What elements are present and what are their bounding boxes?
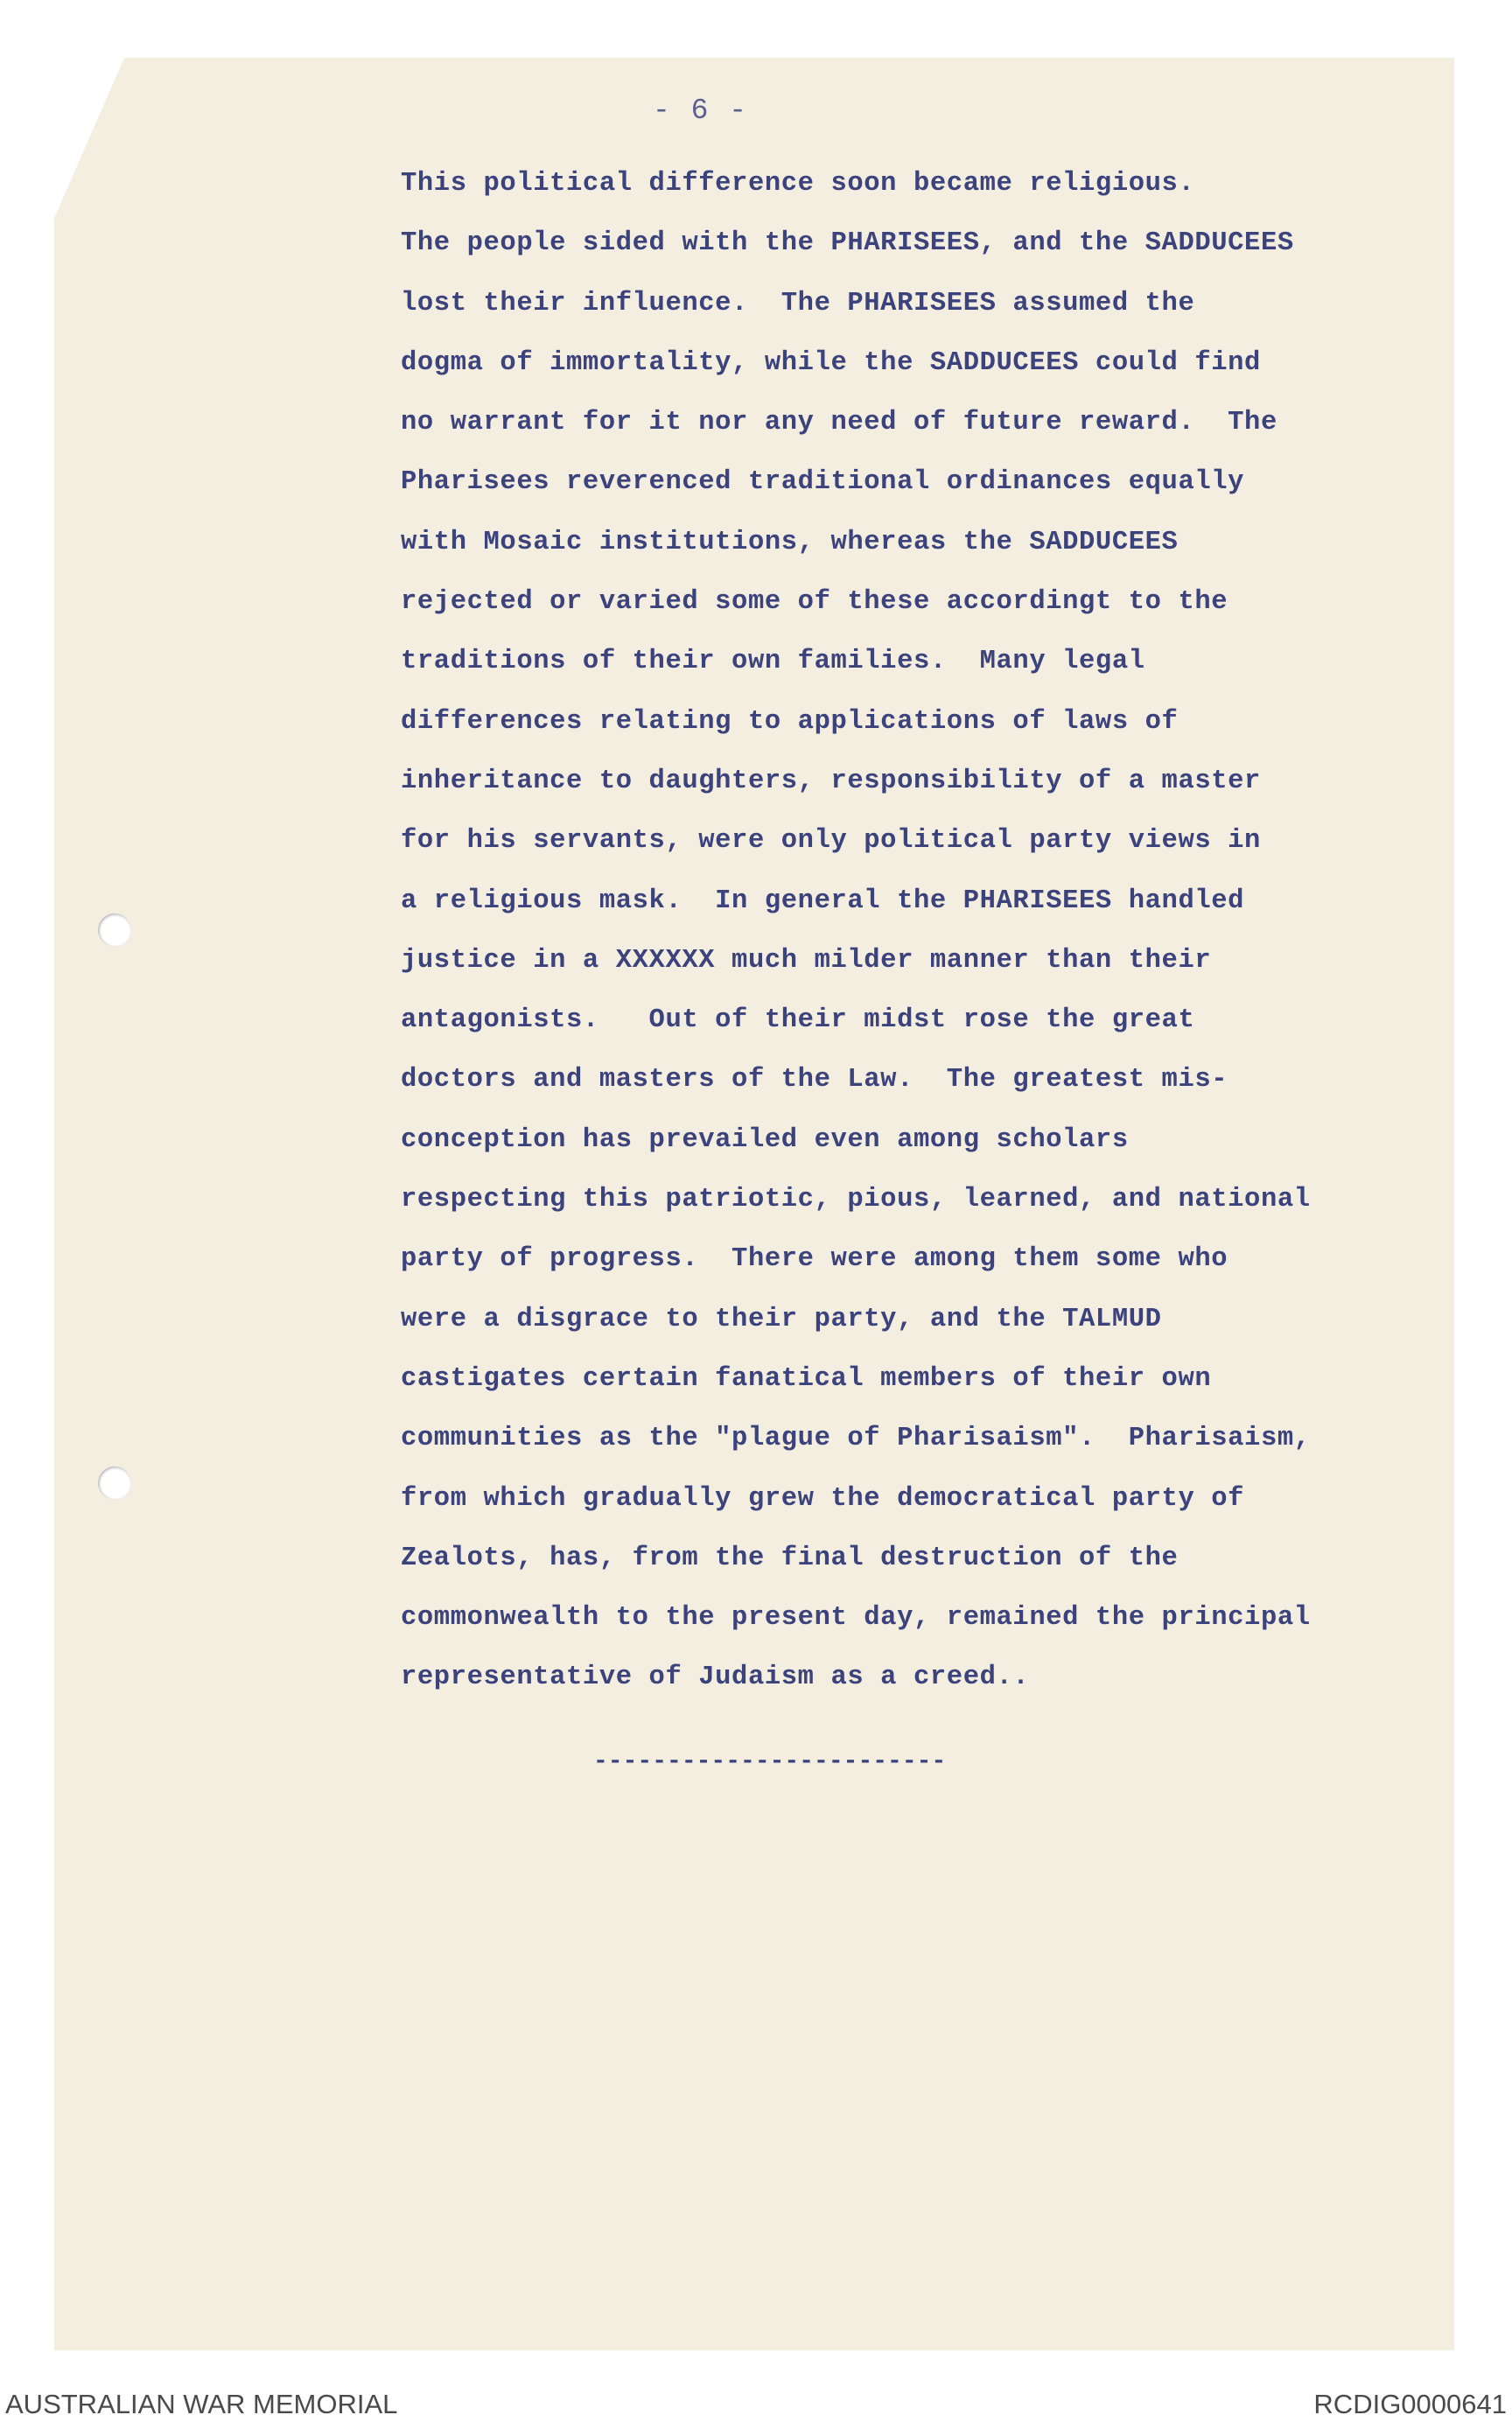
record-id: RCDIG0000641	[1313, 2389, 1507, 2419]
text-line: no warrant for it nor any need of future reward. The	[401, 408, 1278, 438]
text-line: antagonists. Out of their midst rose the great	[401, 1005, 1195, 1036]
text-line: castigates certain fanatical members of their own	[401, 1363, 1212, 1394]
text-line: This political difference soon became religious.	[401, 169, 1195, 199]
text-line: Pharisees reverenced traditional ordinances equally	[401, 467, 1245, 498]
text-line: a religious mask. In general the PHARISEES handled	[401, 886, 1245, 916]
punch-hole-lower	[98, 1466, 131, 1500]
archive-name: AUSTRALIAN WAR MEMORIAL	[5, 2389, 398, 2419]
punch-hole-upper	[98, 914, 131, 947]
text-line: with Mosaic institutions, whereas the SADDUCEES	[401, 527, 1179, 557]
text-line: respecting this patriotic, pious, learned, and national	[401, 1185, 1311, 1215]
text-line: The people sided with the PHARISEES, and the SADDUCEES	[401, 228, 1294, 259]
text-line: for his servants, were only political party views in	[401, 826, 1261, 857]
text-line: Zealots, has, from the final destruction of the	[401, 1543, 1179, 1573]
text-line: from which gradually grew the democratical party of	[401, 1483, 1245, 1514]
text-line: traditions of their own families. Many legal	[401, 647, 1145, 677]
text-line: inheritance to daughters, responsibility of a master	[401, 766, 1261, 796]
text-line: rejected or varied some of these accordingt to the	[401, 587, 1228, 618]
text-line: conception has prevailed even among scholars	[401, 1124, 1129, 1155]
text-line: representative of Judaism as a creed..	[401, 1662, 1030, 1693]
text-line: lost their influence. The PHARISEES assumed the	[401, 288, 1195, 318]
text-line: commonwealth to the present day, remained the principal	[401, 1603, 1311, 1634]
page-number: - 6 -	[653, 94, 749, 127]
text-line: communities as the "plague of Pharisaism". Pharisaism,	[401, 1424, 1311, 1454]
typescript-body	[401, 154, 1407, 1708]
text-line: dogma of immortality, while the SADDUCEES could find	[401, 347, 1261, 378]
text-line: doctors and masters of the Law. The greatest mis-	[401, 1065, 1228, 1096]
text-line: were a disgrace to their party, and the TALMUD	[401, 1304, 1162, 1334]
text-line: differences relating to applications of laws of	[401, 706, 1179, 737]
text-line: justice in a XXXXXX much milder manner than their	[401, 945, 1212, 976]
text-line: party of progress. There were among them some who	[401, 1244, 1228, 1275]
closing-divider: ------------------------	[593, 1748, 947, 1775]
